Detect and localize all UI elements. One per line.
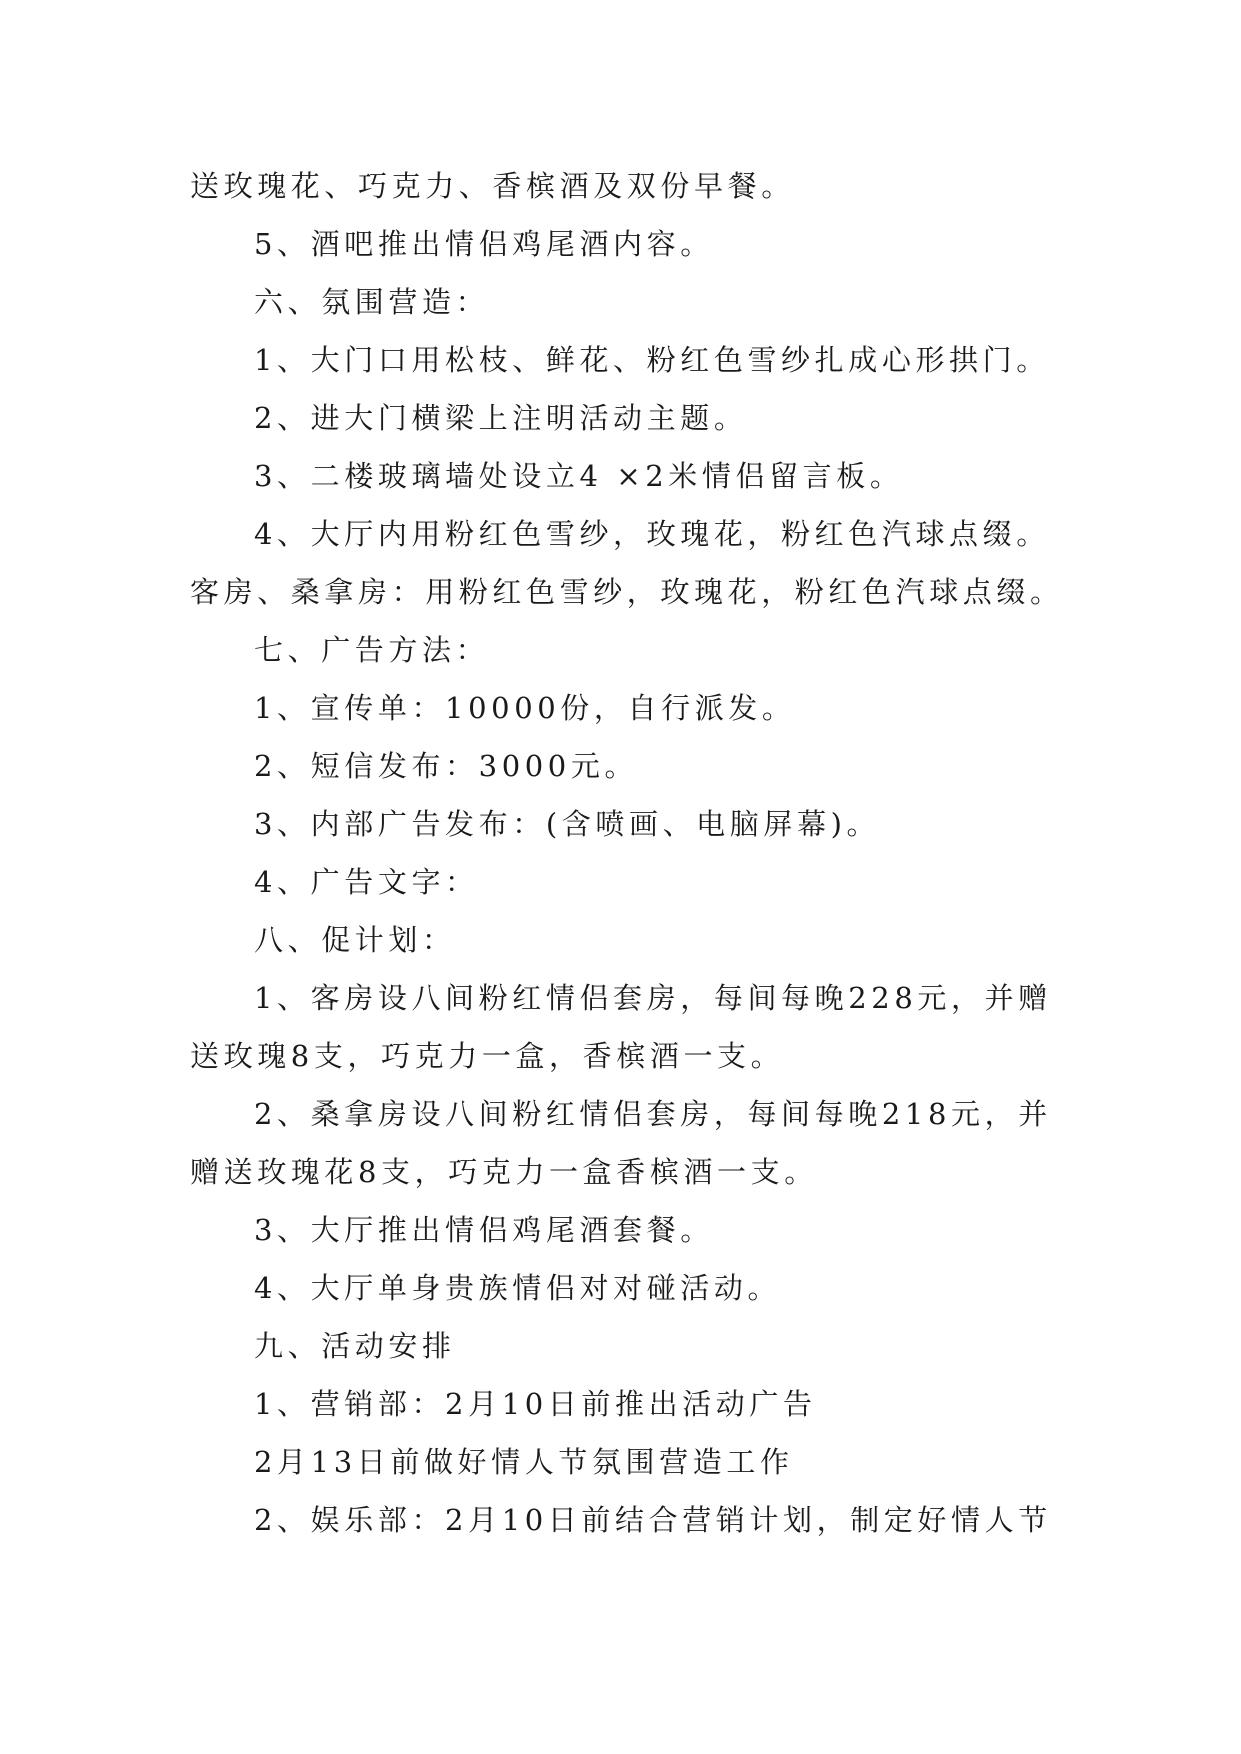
text-line: 3、大厅推出情侣鸡尾酒套餐。 (254, 1213, 714, 1247)
text-line: 2、短信发布：3000元。 (254, 749, 639, 783)
text-line: 2、进大门横梁上注明活动主题。 (254, 401, 748, 435)
text-line: 3、内部广告发布：(含喷画、电脑屏幕)。 (254, 807, 881, 841)
text-line: 4、大厅内用粉红色雪纱，玫瑰花，粉红色汽球点缀。 (254, 517, 1050, 551)
section-heading: 七、广告方法： (254, 633, 490, 667)
text-line: 4、广告文字： (254, 865, 479, 899)
text-line: 1、客房设八间粉红情侣套房，每间每晚228元，并赠 (254, 981, 1052, 1015)
text-line: 1、大门口用松枝、鲜花、粉红色雪纱扎成心形拱门。 (254, 343, 1050, 377)
section-heading: 九、活动安排 (254, 1329, 456, 1363)
text-line: 5、酒吧推出情侣鸡尾酒内容。 (254, 227, 714, 261)
document-body (190, 157, 1090, 1549)
text-line: 2、桑拿房设八间粉红情侣套房，每间每晚218元，并 (254, 1097, 1052, 1131)
text-line: 4、大厅单身贵族情侣对对碰活动。 (254, 1271, 782, 1305)
text-line: 赠送玫瑰花8支，巧克力一盒香槟酒一支。 (190, 1155, 818, 1189)
text-line: 客房、桑拿房：用粉红色雪纱，玫瑰花，粉红色汽球点缀。 (190, 575, 1064, 609)
section-heading: 六、氛围营造： (254, 285, 490, 319)
text-line: 3、二楼玻璃墙处设立4 ×2米情侣留言板。 (254, 459, 904, 493)
text-line: 1、营销部：2月10日前推出活动广告 (254, 1387, 817, 1421)
text-line: 送玫瑰花、巧克力、香槟酒及双份早餐。 (190, 169, 795, 203)
text-line: 送玫瑰8支，巧克力一盒，香槟酒一支。 (190, 1039, 785, 1073)
text-line: 1、宣传单：10000份，自行派发。 (254, 691, 796, 725)
text-line: 2月13日前做好情人节氛围营造工作 (254, 1445, 794, 1479)
section-heading: 八、促计划： (254, 923, 456, 957)
text-line: 2、娱乐部：2月10日前结合营销计划，制定好情人节 (254, 1503, 1052, 1537)
